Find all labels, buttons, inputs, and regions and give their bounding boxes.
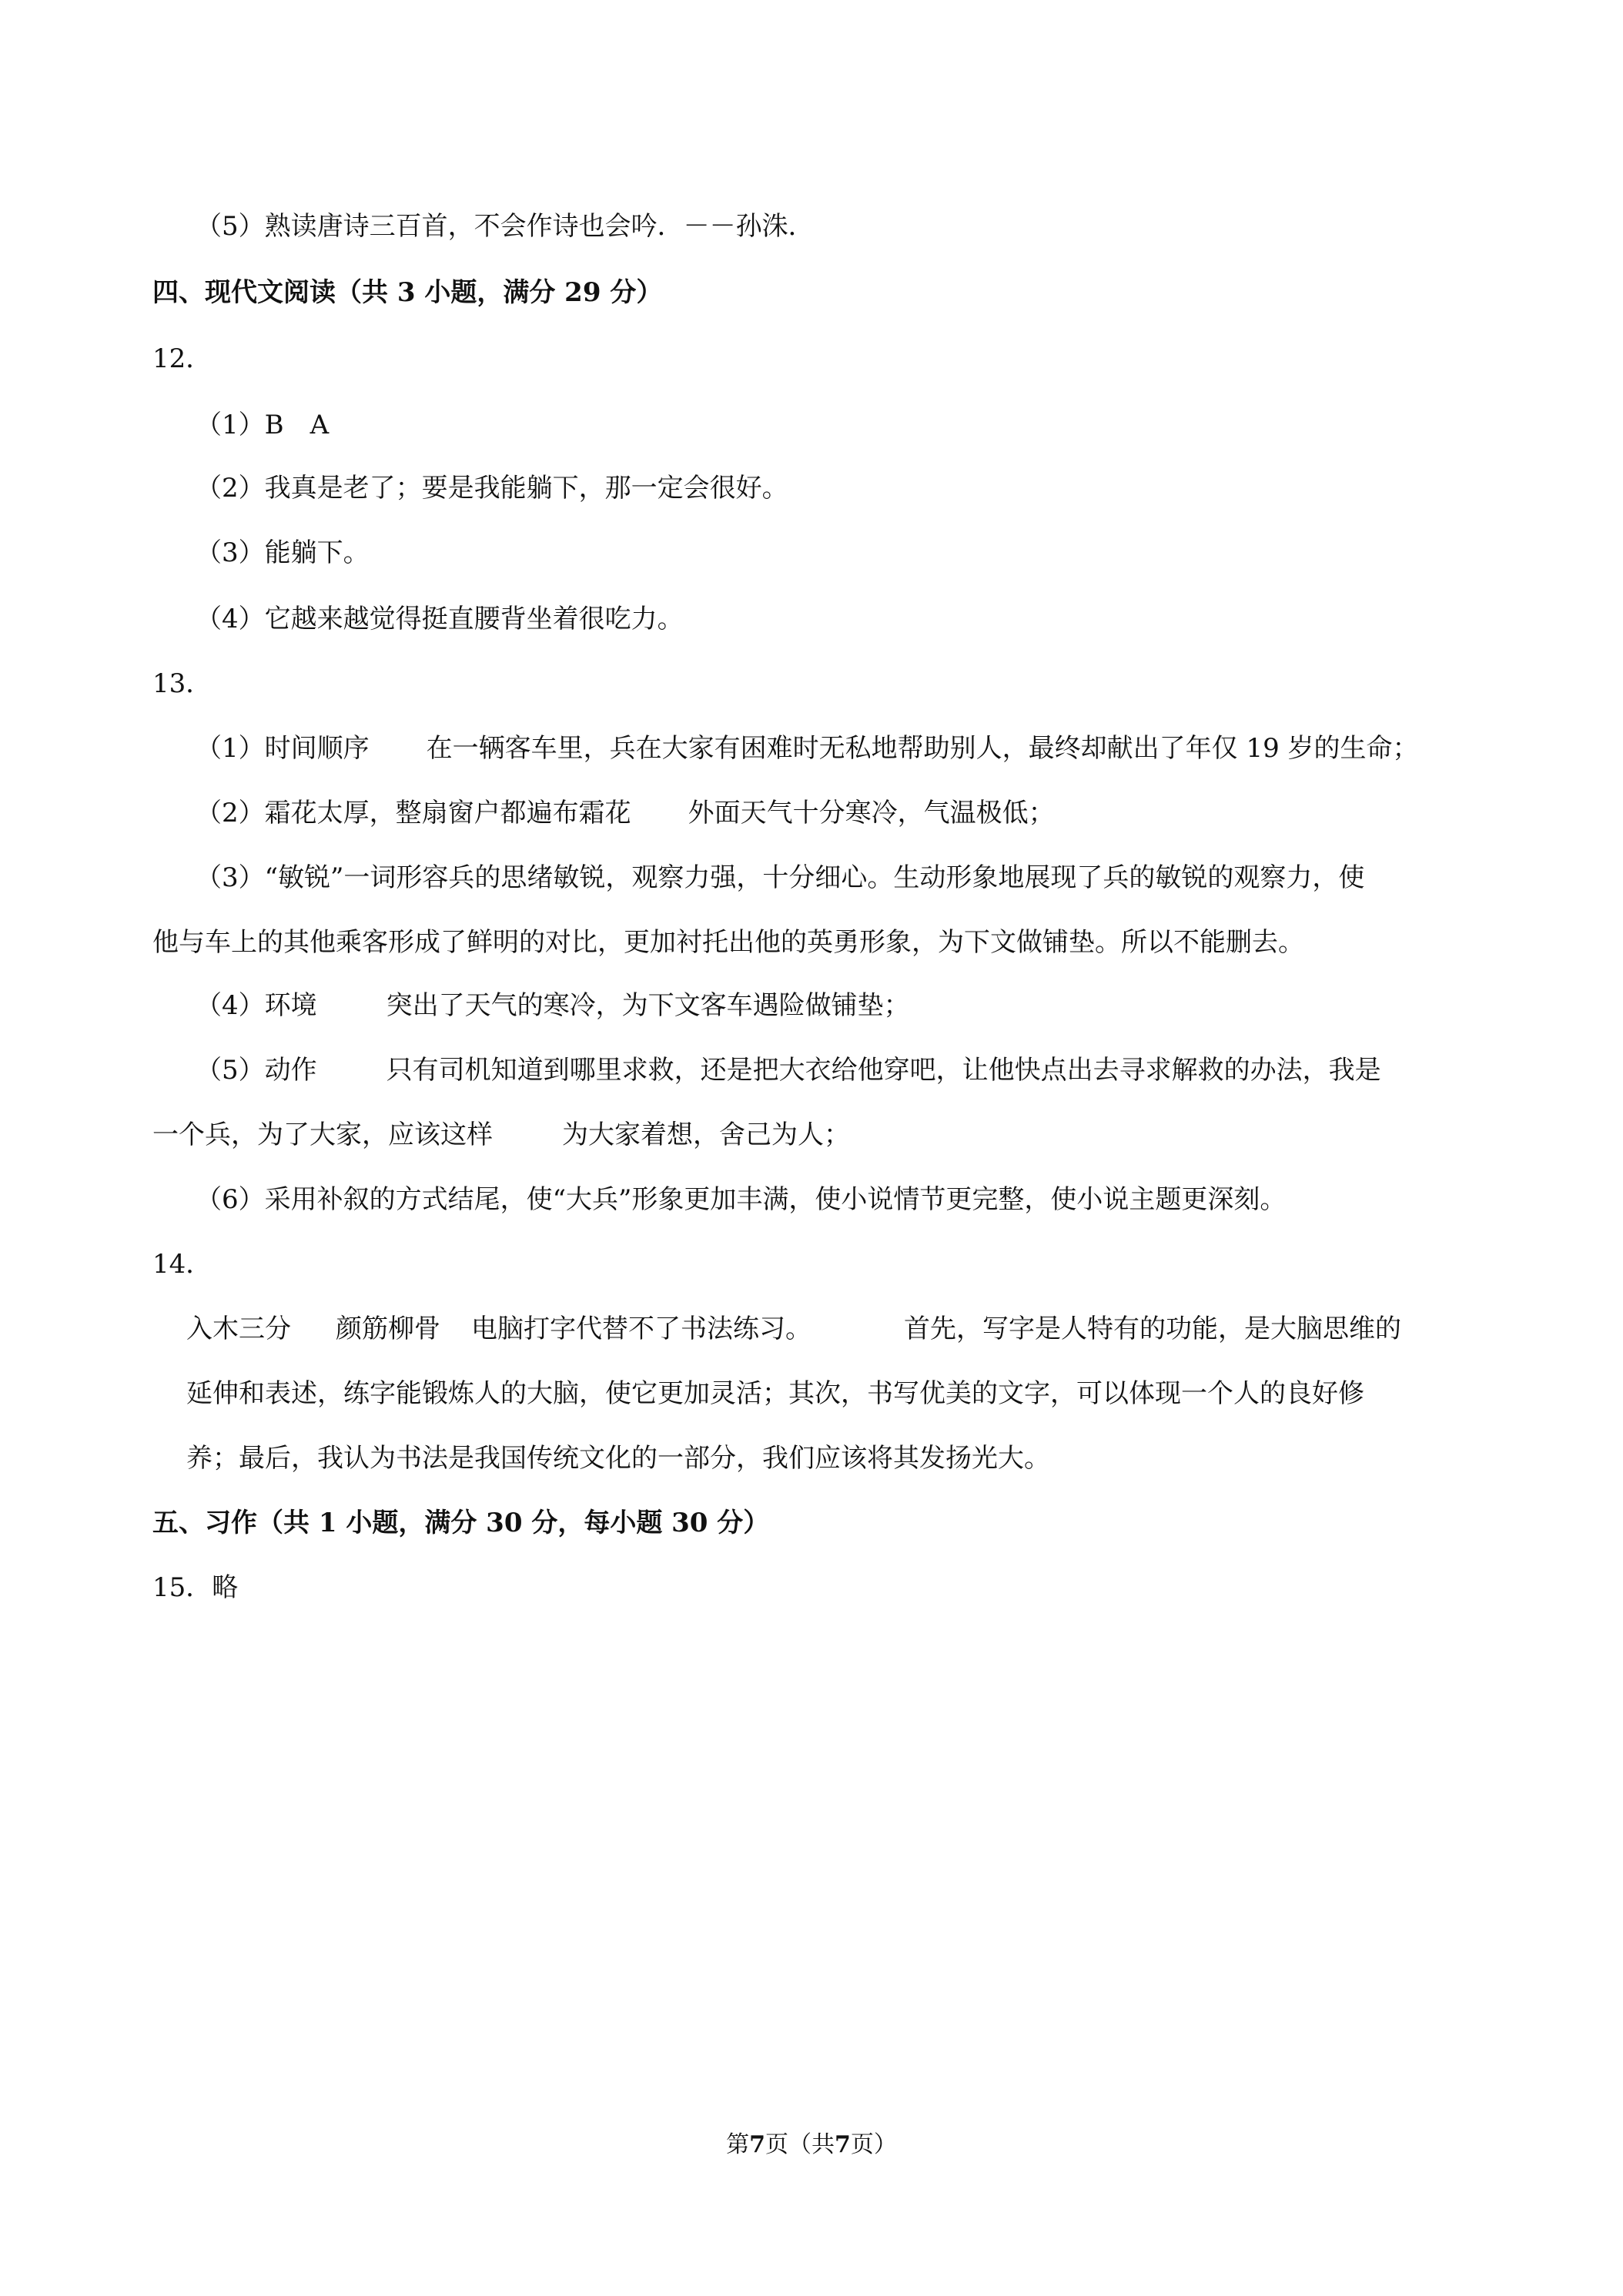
- q12-answer-1: （1）B A: [196, 410, 330, 440]
- q13-answer-1-label: （1）时间顺序: [196, 733, 370, 764]
- q14-line-3: 养；最后，我认为书法是我国传统文化的一部分，我们应该将其发扬光大。: [186, 1443, 1050, 1474]
- footer-total-pages: 7: [835, 2131, 851, 2158]
- section-5-title: 五、习作（共 1 小题，满分 30 分，每小题 30 分）: [152, 1508, 770, 1538]
- q13-answer-3-line-1: （3）“敏锐”一词形容兵的思绪敏锐，观察力强，十分细心。生动形象地展现了兵的敏锐的观察力，使: [196, 862, 1365, 893]
- q13-answer-5: [196, 1055, 1381, 1086]
- section-4-title: 四、现代文阅读（共 3 小题，满分 29 分）: [152, 277, 663, 308]
- q14-word-4: 首先，写字是人特有的功能，是大脑思维的: [904, 1314, 1401, 1344]
- q12-answer-4: （4）它越来越觉得挺直腰背坐着很吃力。: [196, 604, 684, 634]
- footer-middle: 页（共: [765, 2131, 835, 2158]
- footer-suffix: 页）: [850, 2131, 897, 2158]
- q13-answer-5-line-2: [152, 1120, 850, 1150]
- q13-answer-2-label: （2）霜花太厚，整扇窗户都遍布霜花: [196, 798, 631, 828]
- q11-answer-5: （5）熟读唐诗三百首，不会作诗也会吟．－－孙洙．: [196, 211, 815, 242]
- q13-answer-5-label: （5）动作: [196, 1055, 317, 1086]
- q14-line-2: 延伸和表述，练字能锻炼人的大脑，使它更加灵活；其次，书写优美的文字，可以体现一个人的良好修: [186, 1378, 1364, 1409]
- q14-line-1: [186, 1314, 1401, 1344]
- q13-answer-4-label: （4）环境: [196, 990, 317, 1021]
- q13-answer-5-line-2-b: 为大家着想，舍己为人；: [562, 1120, 850, 1150]
- q13-answer-5-line-2-a: 一个兵，为了大家，应该这样: [152, 1120, 493, 1150]
- q12-number: 12．: [152, 343, 212, 374]
- q13-answer-3-line-2: 他与车上的其他乘客形成了鲜明的对比，更加衬托出他的英勇形象，为下文做铺垫。所以不能删去。: [152, 927, 1304, 958]
- q13-answer-2-text: 外面天气十分寒冷，气温极低；: [688, 798, 1055, 828]
- page-footer: [0, 2131, 1623, 2159]
- q13-answer-2: [196, 798, 1055, 828]
- footer-prefix: 第: [726, 2131, 750, 2158]
- q14-word-2: 颜筋柳骨: [336, 1314, 440, 1344]
- q12-answer-3: （3）能躺下。: [196, 537, 370, 568]
- q13-answer-1: [196, 733, 1419, 764]
- q14-word-1: 入木三分: [186, 1314, 291, 1344]
- q13-number: 13．: [152, 668, 212, 699]
- q13-answer-4: [196, 990, 910, 1021]
- q13-answer-1-text: 在一辆客车里，兵在大家有困难时无私地帮助别人，最终却献出了年仅 19 岁的生命；: [426, 733, 1419, 764]
- q14-number: 14．: [152, 1249, 212, 1280]
- q13-answer-5-text: 只有司机知道到哪里求救，还是把大衣给他穿吧，让他快点出去寻求解救的办法，我是: [386, 1055, 1381, 1086]
- footer-page-number: 7: [749, 2131, 765, 2158]
- q13-answer-6: （6）采用补叙的方式结尾，使“大兵”形象更加丰满，使小说情节更完整，使小说主题更深刻。: [196, 1184, 1287, 1215]
- q12-answer-2: （2）我真是老了；要是我能躺下，那一定会很好。: [196, 473, 788, 504]
- q13-answer-4-text: 突出了天气的寒冷，为下文客车遇险做铺垫；: [386, 990, 910, 1021]
- q15-answer: 15．略: [152, 1572, 239, 1603]
- q14-word-3: 电脑打字代替不了书法练习。: [471, 1314, 812, 1344]
